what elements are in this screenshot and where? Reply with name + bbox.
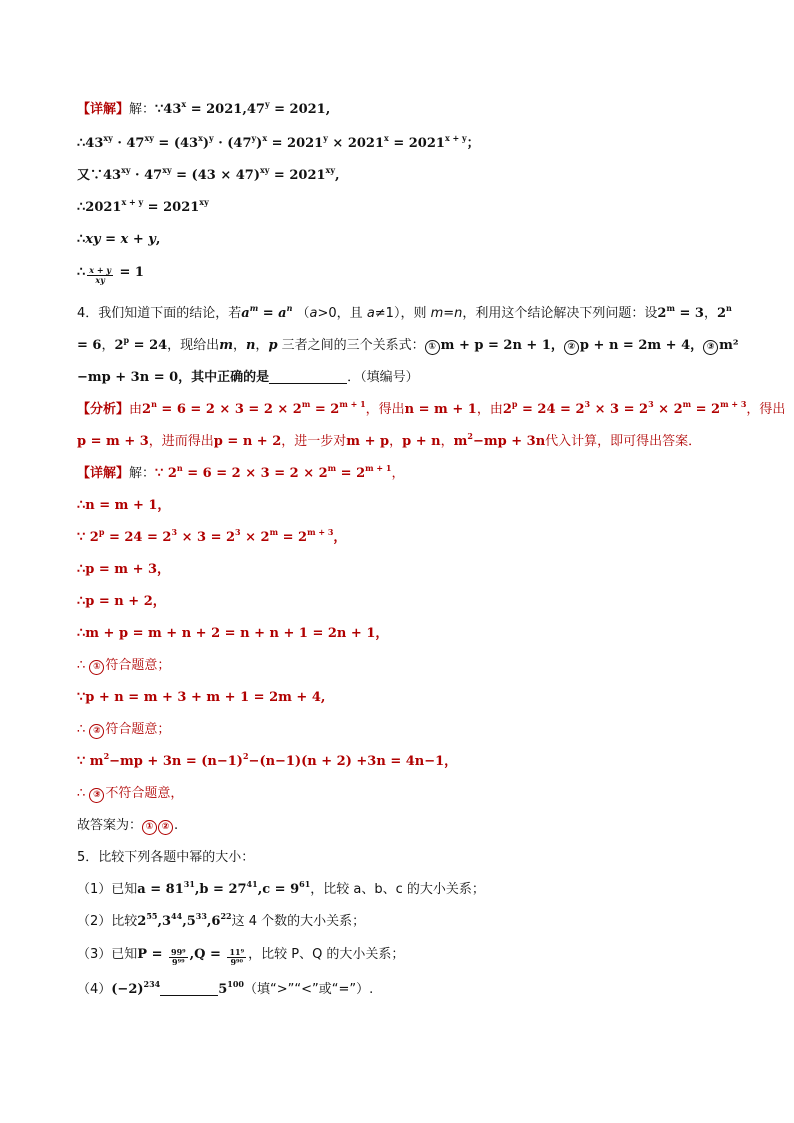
q4-detail-2: ∴n = m + 1， (77, 498, 171, 513)
q3-step-2: $\therefore 43^{xy} \cdot 47^{xy} = (43^x)^y \cdot (47^y)^x = 2021^y \times 2021^x = 2021^{x + y}$； (77, 132, 480, 151)
fraction-q: $\frac{\text{11⁹}}{\text{9⁹⁰}}$ (229, 947, 245, 967)
q3-step-6: ∴ $\frac{x + y}{xy}$ = 1 (77, 265, 144, 285)
q5-part-4: $(4)(-2)^{234}$ $5^{100}$（填“>”“<”或“=”）. (77, 978, 374, 997)
q5-part-3: （3）已知P = $\frac{\text{99⁹}}{\text{9⁹⁹}}$ ,Q = $\frac{\text{11⁹}}{\text{9⁹⁰}}$ ，比较 P、Q 的大小关系； (77, 947, 405, 967)
q4-answer: 故答案为： ① ② . (77, 818, 179, 833)
q4-text-1: 4．我们知道下面的结论，若$a^m = a^n$ （a>0，且 a≠1），则 m=n，利用这个结论解决下列问题：设$2^m = 3$，2$^n$ (77, 302, 732, 321)
circled-3-icon: ③ (703, 340, 718, 355)
circled-1-icon: ① (425, 340, 440, 355)
jie-label: 解： (129, 102, 156, 117)
circled-2-icon: ② (564, 340, 579, 355)
q4-analysis-1: 【分析】由$2^n = 6 = 2 \times 3 = 2 \times 2^m = 2^{m + 1}$，得出n = m + 1，由$2^p = 24 = 2^3 \times 3 = 2^3 \times 2^m = 2^{m + 3}$，得出 (77, 398, 786, 417)
q4-detail-6: ∴m + p = m + n + 2 = n + n + 1 = 2n + 1， (77, 626, 389, 641)
fraction-p: $\frac{\text{99⁹}}{\text{9⁹⁹}}$ (171, 947, 186, 967)
q4-analysis-2: p = m + 3，进而得出p = n + 2，进一步对m + p，p + n，$m^2-mp + 3n$代入计算，即可得出答案． (77, 430, 702, 449)
q4-detail-11: ∴ ③ 不符合题意， (77, 786, 184, 801)
compare-blank[interactable] (160, 981, 218, 996)
q4-detail-7: ∴ ① 符合题意； (77, 658, 171, 673)
q4-detail-10: ∵ $m^2-mp + 3n = (n-1)^2-(n-1)(n + 2) +3n = 4n-1$， (77, 750, 458, 769)
detail-label: 【详解】 (77, 102, 130, 117)
q4-detail-4: ∴p = m + 3， (77, 562, 171, 577)
q4-text-2: = 6，$2^p = 24$，现给出m，n，p 三者之间的三个关系式： ① m + p = 2n + 1， ② p + n = 2m + 4， ③ m² (77, 334, 739, 353)
fraction: $\frac{x + y}{xy}$ (89, 265, 111, 285)
q3-step-4: $\therefore 2021^{x + y} = 2021^{xy}$ (77, 196, 209, 215)
q3-step-3: 又$\because 43^{xy} \cdot 47^{xy} = (43 \times 47)^{xy} = 2021^{xy}$, (77, 164, 340, 183)
analysis-label: 【分析】 (77, 402, 130, 417)
q5-part-2: （2）比较$2^{55},3^{44},5^{33},6^{22}$这 4 个数的大小关系； (77, 910, 366, 929)
q5-part-1: （1）已知$a = 81^{31},b = 27^{41},c = 9^{61}$，比较 a、b、c 的大小关系； (77, 878, 485, 897)
q4-detail-3: ∵ $2^p = 24 = 2^3 \times 3 = 2^3 \times 2^m = 2^{m + 3}$， (77, 526, 347, 545)
q4-text-3: −mp + 3n = 0，其中正确的是 ．（填编号） (77, 370, 419, 385)
q4-detail-5: ∴p = n + 2， (77, 594, 166, 609)
q4-detail-9: ∴ ② 符合题意； (77, 722, 171, 737)
q5-title: 5．比较下列各题中幂的大小： (77, 850, 255, 865)
q4-detail-1: 【详解】解：∵ $2^n = 6 = 2 \times 3 = 2 \times 2^m = 2^{m + 1}$， (77, 462, 405, 481)
answer-blank[interactable] (269, 369, 347, 384)
q3-step-1: 【详解】解：$\because 43^x = 2021,47^y = 2021$, (77, 98, 331, 117)
q4-detail-8: ∵p + n = m + 3 + m + 1 = 2m + 4, (77, 690, 326, 705)
q3-step-5: ∴xy = x + y, (77, 232, 161, 247)
